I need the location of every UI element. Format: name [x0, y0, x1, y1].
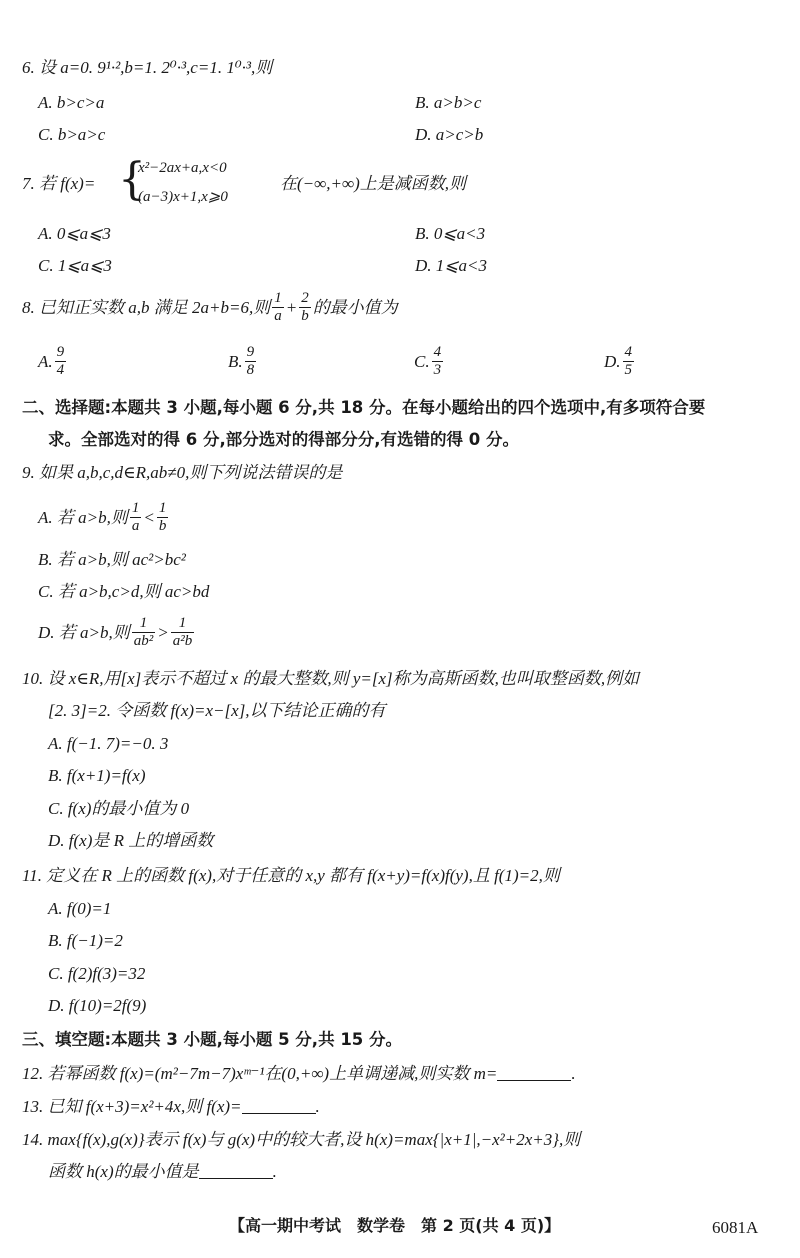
- q8-option-b-label: B.: [228, 351, 243, 371]
- q8-option-b-den: 8: [246, 362, 255, 378]
- q9-option-d-prefix: D. 若 a>b,则: [38, 622, 130, 642]
- q8-option-c: [414, 344, 445, 379]
- q8-fraction-1: [272, 290, 284, 325]
- q7-case-2: (a−3)x+1,x⩾0: [138, 189, 228, 205]
- page-footer-title: 【高一期中考试 数学卷 第 2 页(共 4 页)】: [229, 1216, 561, 1235]
- q9-a-frac1-num: 1: [131, 500, 140, 516]
- q9-option-d-relation: >: [157, 622, 169, 642]
- q7-option-d: D. 1⩽a<3: [415, 256, 487, 275]
- q8-option-d-num: 4: [624, 344, 633, 360]
- q9-d-frac1-num: 1: [139, 615, 148, 631]
- q11-stem: 11. 定义在 R 上的函数 f(x),对于任意的 x,y 都有 f(x+y)=f(x)f(y),且 f(1)=2,则: [22, 866, 560, 885]
- section-2-heading-line-2: 求。全部选对的得 6 分,部分选对的得部分分,有选错的得 0 分。: [48, 430, 519, 449]
- q9-d-frac2-num: 1: [178, 615, 187, 631]
- q8-option-c-label: C.: [414, 351, 430, 371]
- q7-left-brace: {: [118, 154, 146, 205]
- q10-option-b: B. f(x+1)=f(x): [48, 766, 146, 785]
- q7-case-1: x²−2ax+a,x<0: [138, 160, 227, 176]
- q9-option-a: [38, 500, 170, 535]
- q8-option-b-num: 9: [246, 344, 255, 360]
- q10-option-c: C. f(x)的最小值为 0: [48, 799, 190, 818]
- q8-option-a-num: 9: [56, 344, 65, 360]
- q8-option-a-label: A.: [38, 351, 53, 371]
- q8-suffix: 的最小值为: [312, 297, 398, 317]
- q6-option-d: D. a>c>b: [415, 125, 484, 144]
- q8-option-d-label: D.: [604, 351, 621, 371]
- q8-prefix: 8. 已知正实数 a,b 满足 2a+b=6,则: [22, 297, 271, 317]
- q11-option-d: D. f(10)=2f(9): [48, 996, 147, 1015]
- q7-prefix: 7. 若 f(x)=: [22, 174, 96, 193]
- q12-stem: [22, 1064, 576, 1084]
- q8-option-a-den: 4: [56, 362, 65, 378]
- q9-option-c: C. 若 a>b,c>d,则 ac>bd: [38, 582, 210, 601]
- q13-answer-blank[interactable]: [242, 1099, 316, 1114]
- q14-answer-blank[interactable]: [199, 1164, 273, 1179]
- q9-stem: 9. 如果 a,b,c,d∈R,ab≠0,则下列说法错误的是: [22, 463, 343, 482]
- page-footer-code: 6081A: [712, 1218, 759, 1237]
- q8-fraction-2-denominator: b: [301, 308, 309, 324]
- q14-stem-line-1: 14. max{f(x),g(x)}表示 f(x)与 g(x)中的较大者,设 h(x)=max{|x+1|,−x²+2x+3},则: [22, 1130, 581, 1149]
- q11-option-c: C. f(2)f(3)=32: [48, 964, 146, 983]
- q7-option-a: A. 0⩽a⩽3: [38, 224, 111, 243]
- q14-line2-prefix: 函数 h(x)的最小值是: [48, 1162, 199, 1181]
- q9-d-frac2-den: a²b: [172, 633, 193, 649]
- q8-fraction-2-numerator: 2: [301, 290, 309, 306]
- q10-option-a: A. f(−1. 7)=−0. 3: [48, 734, 169, 753]
- q6-option-c: C. b>a>c: [38, 125, 106, 144]
- q6-option-a: A. b>c>a: [38, 93, 105, 112]
- q12-answer-blank[interactable]: [497, 1066, 571, 1081]
- q6-option-b: B. a>b>c: [415, 93, 482, 112]
- q10-option-d: D. f(x)是 R 上的增函数: [48, 831, 214, 850]
- q8-plus: +: [285, 297, 298, 317]
- q6-stem: 6. 设 a=0. 9¹·²,b=1. 2⁰·³,c=1. 1⁰·³,则: [22, 58, 273, 77]
- q7-option-b: B. 0⩽a<3: [415, 224, 486, 243]
- q9-a-frac2-den: b: [158, 518, 167, 534]
- q10-stem-line-1: 10. 设 x∈R,用[x]表示不超过 x 的最大整数,则 y=[x]称为高斯函数,也叫取整函数,例如: [22, 669, 640, 688]
- q7-suffix: 在(−∞,+∞)上是减函数,则: [280, 174, 467, 193]
- q13-prefix: 13. 已知 f(x+3)=x²+4x,则 f(x)=: [22, 1097, 242, 1116]
- q8-option-d-den: 5: [624, 362, 633, 378]
- q8-option-d: [604, 344, 636, 379]
- q9-a-frac2-num: 1: [158, 500, 167, 516]
- q14-line2-suffix: .: [272, 1162, 277, 1181]
- q8-fraction-1-denominator: a: [274, 308, 282, 324]
- q8-option-c-num: 4: [433, 344, 442, 360]
- q10-stem-line-2: [2. 3]=2. 令函数 f(x)=x−[x],以下结论正确的有: [48, 701, 386, 720]
- q13-stem: [22, 1097, 320, 1117]
- section-3-heading: 三、填空题:本题共 3 小题,每小题 5 分,共 15 分。: [22, 1030, 403, 1049]
- q14-stem-line-2: [48, 1162, 277, 1182]
- q11-option-a: A. f(0)=1: [48, 899, 112, 918]
- q8-fraction-2: [299, 290, 311, 325]
- q12-prefix: 12. 若幂函数 f(x)=(m²−7m−7)xᵐ⁻¹在(0,+∞)上单调递减,则实数 m=: [22, 1064, 498, 1083]
- q9-option-b: B. 若 a>b,则 ac²>bc²: [38, 550, 186, 569]
- q9-option-a-prefix: A. 若 a>b,则: [38, 507, 128, 527]
- q8-option-b: [228, 344, 258, 379]
- q8-option-a: [38, 344, 68, 379]
- q7-option-c: C. 1⩽a⩽3: [38, 256, 112, 275]
- q9-a-frac1-den: a: [131, 518, 140, 534]
- q9-option-d: [38, 615, 196, 650]
- q12-suffix: .: [571, 1064, 576, 1083]
- q9-d-frac1-den: ab²: [133, 633, 154, 649]
- q8-fraction-1-numerator: 1: [274, 290, 282, 306]
- q13-suffix: .: [315, 1097, 320, 1116]
- q8-stem: [22, 290, 398, 325]
- q8-option-c-den: 3: [433, 362, 442, 378]
- q9-option-a-relation: <: [143, 507, 155, 527]
- section-2-heading-line-1: 二、选择题:本题共 3 小题,每小题 6 分,共 18 分。在每小题给出的四个选项中,有多项符合要: [22, 398, 706, 417]
- q11-option-b: B. f(−1)=2: [48, 931, 123, 950]
